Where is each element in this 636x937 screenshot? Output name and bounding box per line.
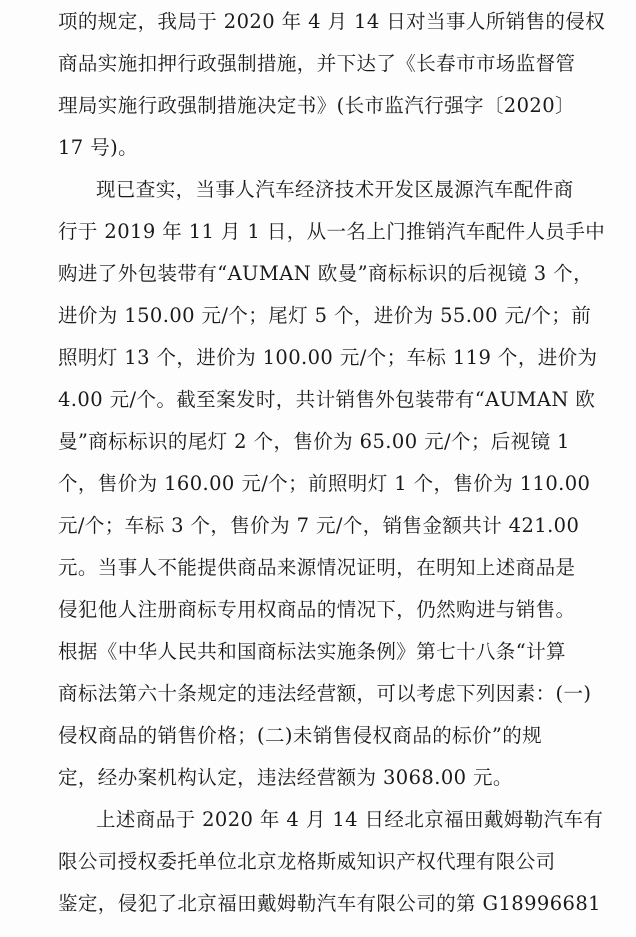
text-line-22: 鉴定，侵犯了北京福田戴姆勒汽车有限公司的第 G18996681 bbox=[58, 892, 601, 915]
paragraph-3-first-line: 上述商品于 2020 年 4 月 14 日经北京福田戴姆勒汽车有 bbox=[96, 808, 604, 831]
text-line-3: 理局实施行政强制措施决定书》(长市监汽行强字〔2020〕 bbox=[58, 94, 575, 117]
text-line-14: 元。当事人不能提供商品来源情况证明，在明知上述商品是 bbox=[58, 556, 576, 579]
text-line-13: 元/个；车标 3 个，售价为 7 元/个，销售金额共计 421.00 bbox=[58, 514, 580, 537]
text-line-19: 定，经办案机构认定，违法经营额为 3068.00 元。 bbox=[58, 766, 513, 789]
text-line-15: 侵犯他人注册商标专用权商品的情况下，仍然购进与销售。 bbox=[58, 598, 576, 621]
text-line-12: 个，售价为 160.00 元/个；前照明灯 1 个，售价为 110.00 bbox=[58, 472, 591, 495]
text-line-4: 17 号)。 bbox=[58, 136, 139, 159]
text-line-21: 限公司授权委托单位北京龙格斯威知识产权代理有限公司 bbox=[58, 850, 556, 873]
text-line-7: 购进了外包装带有“AUMAN 欧曼”商标标识的后视镜 3 个， bbox=[58, 262, 593, 285]
text-line-18: 侵权商品的销售价格；(二)未销售侵权商品的标价”的规 bbox=[58, 724, 543, 747]
text-line-6: 行于 2019 年 11 月 1 日，从一名上门推销汽车配件人员手中 bbox=[58, 220, 606, 243]
text-line-11: 曼”商标标识的尾灯 2 个，售价为 65.00 元/个；后视镜 1 bbox=[58, 430, 570, 453]
text-line-16: 根据《中华人民共和国商标法实施条例》第七十八条“计算 bbox=[58, 640, 566, 663]
text-line-10: 4.00 元/个。截至案发时，共计销售外包装带有“AUMAN 欧 bbox=[58, 388, 596, 411]
text-line-8: 进价为 150.00 元/个；尾灯 5 个，进价为 55.00 元/个；前 bbox=[58, 304, 592, 327]
text-line-9: 照明灯 13 个，进价为 100.00 元/个；车标 119 个，进价为 bbox=[58, 346, 598, 369]
text-line-1: 项的规定，我局于 2020 年 4 月 14 日对当事人所销售的侵权 bbox=[58, 10, 606, 33]
text-line-2: 商品实施扣押行政强制措施，并下达了《长春市市场监督管 bbox=[58, 52, 576, 75]
text-line-17: 商标法第六十条规定的违法经营额，可以考虑下列因素：(一) bbox=[58, 682, 592, 705]
paragraph-2-first-line: 现已查实，当事人汽车经济技术开发区晟源汽车配件商 bbox=[96, 178, 574, 201]
